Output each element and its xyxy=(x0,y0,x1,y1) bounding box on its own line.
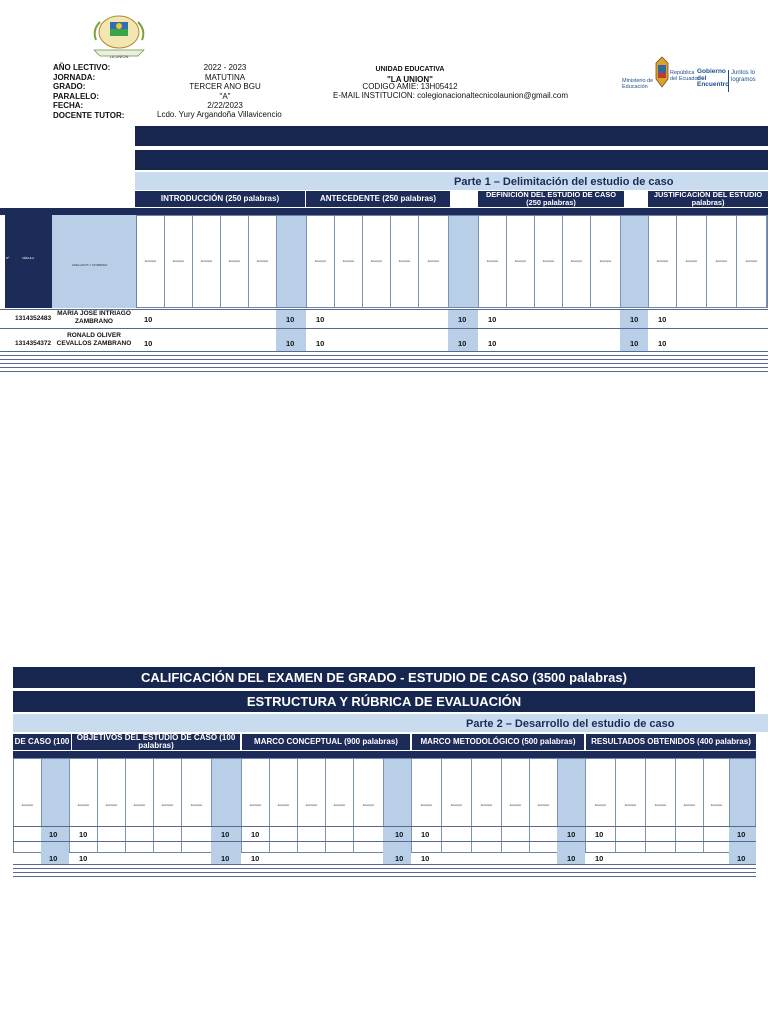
header-bar-middle xyxy=(135,150,768,170)
sub-title: ESTRUCTURA Y RÚBRICA DE EVALUACIÓN xyxy=(246,694,522,709)
score-cell: 10 xyxy=(737,830,746,839)
score-cell: 10 xyxy=(144,315,153,324)
score-cell: 10 xyxy=(251,854,260,863)
main-title: CALIFICACIÓN DEL EXAMEN DE GRADO - ESTUDIO DE CASO (3500 palabras) xyxy=(141,670,627,685)
side-label-nombres: APELLIDOS Y NOMBRES xyxy=(72,263,108,267)
value-docente: Lcdo. Yury Argandoña Villavicencio xyxy=(157,110,282,119)
gobierno-logo-text: Gobierno del Encuentro xyxy=(697,68,730,88)
main-title-bar xyxy=(13,667,755,688)
gobierno-logo xyxy=(697,68,730,93)
value-paralelo: "A" xyxy=(219,91,231,101)
value-fecha: 2/22/2023 xyxy=(207,101,243,110)
section-header-antecedente: ANTECEDENTE (250 palabras) xyxy=(306,191,450,207)
grade-row-1 xyxy=(13,826,756,841)
header-values xyxy=(160,63,290,111)
section-header-marco-metodologico: MARCO METODOLÓGICO (500 palabras) xyxy=(412,734,584,750)
school-email: E-MAIL INSTITUCION: colegionacionaltecnicolaunion@gmail.com xyxy=(333,91,569,100)
label-paralelo: PARALELO: xyxy=(53,91,100,101)
score-cell: 10 xyxy=(286,339,295,348)
value-grado: TERCER ANO BGU xyxy=(189,82,261,91)
school-type: UNIDAD EDUCATIVA xyxy=(375,66,445,73)
score-cell: 10 xyxy=(595,830,604,839)
student-row-1 xyxy=(0,309,768,328)
score-cell: 10 xyxy=(458,339,467,348)
value-jornada: MATUTINA xyxy=(204,72,246,82)
subheader-row-2 xyxy=(13,751,756,758)
school-name: "LA UNION" xyxy=(387,74,433,84)
republica-logo xyxy=(670,70,700,88)
side-column-nombres xyxy=(52,215,136,308)
section-header-objetivos: OBJETIVOS DEL ESTUDIO DE CASO (100 palabras) xyxy=(72,734,240,750)
label-grado: GRADO: xyxy=(53,82,86,91)
score-cell: 10 xyxy=(630,315,639,324)
section-header-introduccion: INTRODUCCIÓN (250 palabras) xyxy=(135,191,305,207)
header-labels xyxy=(53,63,143,120)
score-cell: 10 xyxy=(630,339,639,348)
score-cell: 10 xyxy=(421,854,430,863)
score-cell: 10 xyxy=(458,315,467,324)
sub-title-bar xyxy=(13,691,755,712)
part2-title: Parte 2 – Desarrollo del estudio de caso xyxy=(466,718,675,730)
score-cell: 10 xyxy=(421,830,430,839)
student-name: MARIA JOSE INTRIAGO ZAMBRANO xyxy=(57,310,131,325)
label-docente: DOCENTE TUTOR: xyxy=(53,110,125,120)
score-cell: 10 xyxy=(79,854,88,863)
school-amie: CODIGO AMIE: 13H05412 xyxy=(362,82,458,91)
score-cell: 10 xyxy=(395,830,404,839)
section-header-de-caso: DE CASO (100 xyxy=(13,734,71,750)
score-cell: 10 xyxy=(316,315,325,324)
part1-title: Parte 1 – Delimitación del estudio de caso xyxy=(454,176,674,188)
student-row-2 xyxy=(0,328,768,351)
grade-row-2 xyxy=(13,841,756,864)
ministerio-logo-text: Ministerio de Educación xyxy=(622,78,654,90)
score-cell: 10 xyxy=(316,339,325,348)
ecuador-shield-icon xyxy=(654,55,670,91)
score-cell: 10 xyxy=(221,830,230,839)
subheader-row-1 xyxy=(0,208,768,215)
section-header-definicion: DEFINICIÓN DEL ESTUDIO DE CASO (250 palabras) xyxy=(478,191,624,207)
rubric-block-1: descriptor descriptor descriptor descriptor descriptor descriptor descriptor descriptor descriptor descriptor descriptor descriptor descriptor descriptor descriptor descriptor descriptor descriptor descriptor xyxy=(136,215,768,308)
juntos-logo xyxy=(728,70,757,92)
score-cell: 10 xyxy=(79,830,88,839)
label-ano-lectivo: AÑO LECTIVO: xyxy=(53,63,111,72)
student-id: 1314354372 xyxy=(15,340,52,347)
score-cell: 10 xyxy=(251,830,260,839)
score-cell: 10 xyxy=(567,830,576,839)
score-cell: 10 xyxy=(49,854,58,863)
label-fecha: FECHA: xyxy=(53,101,84,110)
score-cell: 10 xyxy=(286,315,295,324)
score-cell: 10 xyxy=(395,854,404,863)
ministerio-logo xyxy=(622,78,656,102)
section-header-resultados: RESULTADOS OBTENIDOS (400 palabras) xyxy=(586,734,756,750)
value-ano-lectivo: 2022 - 2023 xyxy=(203,63,247,72)
score-cell: 10 xyxy=(488,339,497,348)
side-label-cedula: CÉDULA xyxy=(22,256,35,260)
school-crest-logo xyxy=(88,10,150,62)
score-cell: 10 xyxy=(658,339,667,348)
score-cell: 10 xyxy=(595,854,604,863)
score-cell: 10 xyxy=(658,315,667,324)
page-2 xyxy=(0,660,768,1024)
score-cell: 10 xyxy=(488,315,497,324)
student-id: 1314352483 xyxy=(15,315,52,322)
side-label-number: Nº xyxy=(6,256,10,260)
score-cell: 10 xyxy=(221,854,230,863)
label-jornada: JORNADA: xyxy=(53,72,96,82)
score-cell: 10 xyxy=(567,854,576,863)
crest-caption: LA UNION xyxy=(109,54,129,59)
score-cell: 10 xyxy=(737,854,746,863)
score-cell: 10 xyxy=(49,830,58,839)
section-header-marco-conceptual: MARCO CONCEPTUAL (900 palabras) xyxy=(242,734,410,750)
score-cell: 10 xyxy=(144,339,153,348)
student-name: RONALD OLIVER CEVALLOS ZAMBRANO xyxy=(56,332,132,347)
rubric-block-2: descriptor descriptor descriptor descriptor descriptor descriptor descriptor descriptor descriptor descriptor descriptor descriptor descriptor descriptor descriptor descriptor descriptor descriptor descriptor descriptor descriptor xyxy=(13,758,756,853)
section-header-justificacion: JUSTIFICACIÓN DEL ESTUDIO palabras) xyxy=(648,191,768,207)
republica-logo-text: República del Ecuador xyxy=(670,70,700,82)
juntos-logo-text: Juntos lo logramos xyxy=(731,70,756,83)
header-bar-top xyxy=(135,126,768,146)
page-1 xyxy=(0,0,768,380)
